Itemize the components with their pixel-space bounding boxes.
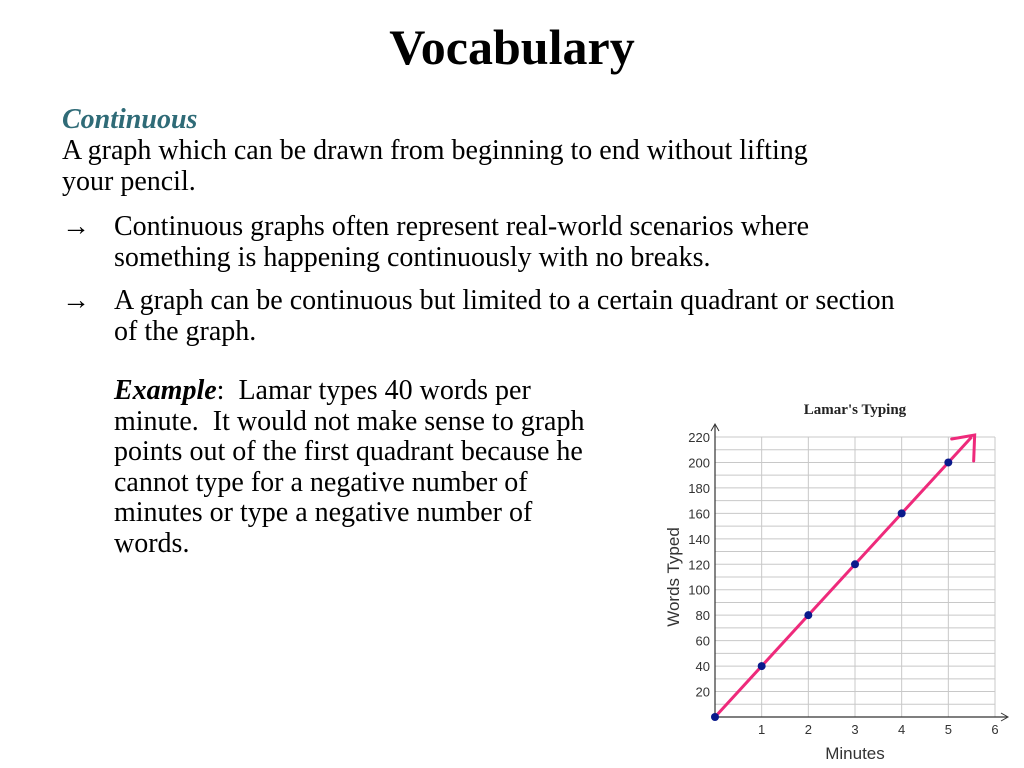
y-tick-label: 200	[688, 455, 710, 471]
y-tick-label: 20	[695, 684, 710, 700]
x-tick-label: 1	[758, 722, 766, 737]
y-tick-label: 100	[688, 582, 710, 598]
chart-title: Lamar's Typing	[803, 402, 907, 418]
slide-title: Vocabulary	[389, 19, 635, 75]
x-tick-label: 4	[898, 722, 906, 737]
lamars-typing-chart	[650, 395, 1020, 768]
x-tick-label: 5	[944, 722, 952, 737]
term-definition: A graph which can be drawn from beginning to end without lifting your pencil.	[62, 135, 808, 197]
y-tick-label: 120	[688, 557, 710, 573]
example-label: Example	[114, 375, 217, 406]
y-tick-label: 220	[688, 430, 710, 445]
data-point	[711, 713, 719, 721]
data-point	[758, 662, 766, 670]
data-point	[944, 458, 952, 466]
vocabulary-term: Continuous	[62, 104, 198, 135]
x-tick-label: 6	[991, 722, 999, 737]
x-tick-label: 3	[851, 722, 859, 737]
y-tick-label: 180	[688, 480, 710, 496]
y-tick-label: 140	[688, 531, 710, 547]
y-tick-label: 80	[695, 608, 710, 624]
x-axis-label: Minutes	[825, 744, 885, 763]
y-tick-label: 60	[695, 633, 710, 649]
bullet-text: Continuous graphs often represent real-world scenarios where something is happening continuously with no breaks.	[114, 211, 810, 273]
arrow-icon: →	[62, 211, 90, 242]
example-text: Lamar types 40 words per minute. It would not make sense to graph points out of the first quadrant because he cannot type for a negative number of minutes or type a negative number of words.	[114, 375, 592, 559]
x-tick-label: 2	[804, 722, 812, 737]
y-tick-label: 160	[688, 506, 710, 522]
example-colon: :	[216, 375, 225, 406]
data-point	[898, 509, 906, 517]
example-paragraph	[114, 376, 594, 559]
y-tick-label: 40	[695, 659, 710, 675]
data-point	[851, 560, 859, 568]
y-axis-label: Words Typed	[664, 527, 683, 627]
data-point	[804, 611, 812, 619]
bullet-text: A graph can be continuous but limited to a certain quadrant or section of the graph.	[114, 285, 895, 347]
arrow-icon: →	[62, 285, 90, 316]
